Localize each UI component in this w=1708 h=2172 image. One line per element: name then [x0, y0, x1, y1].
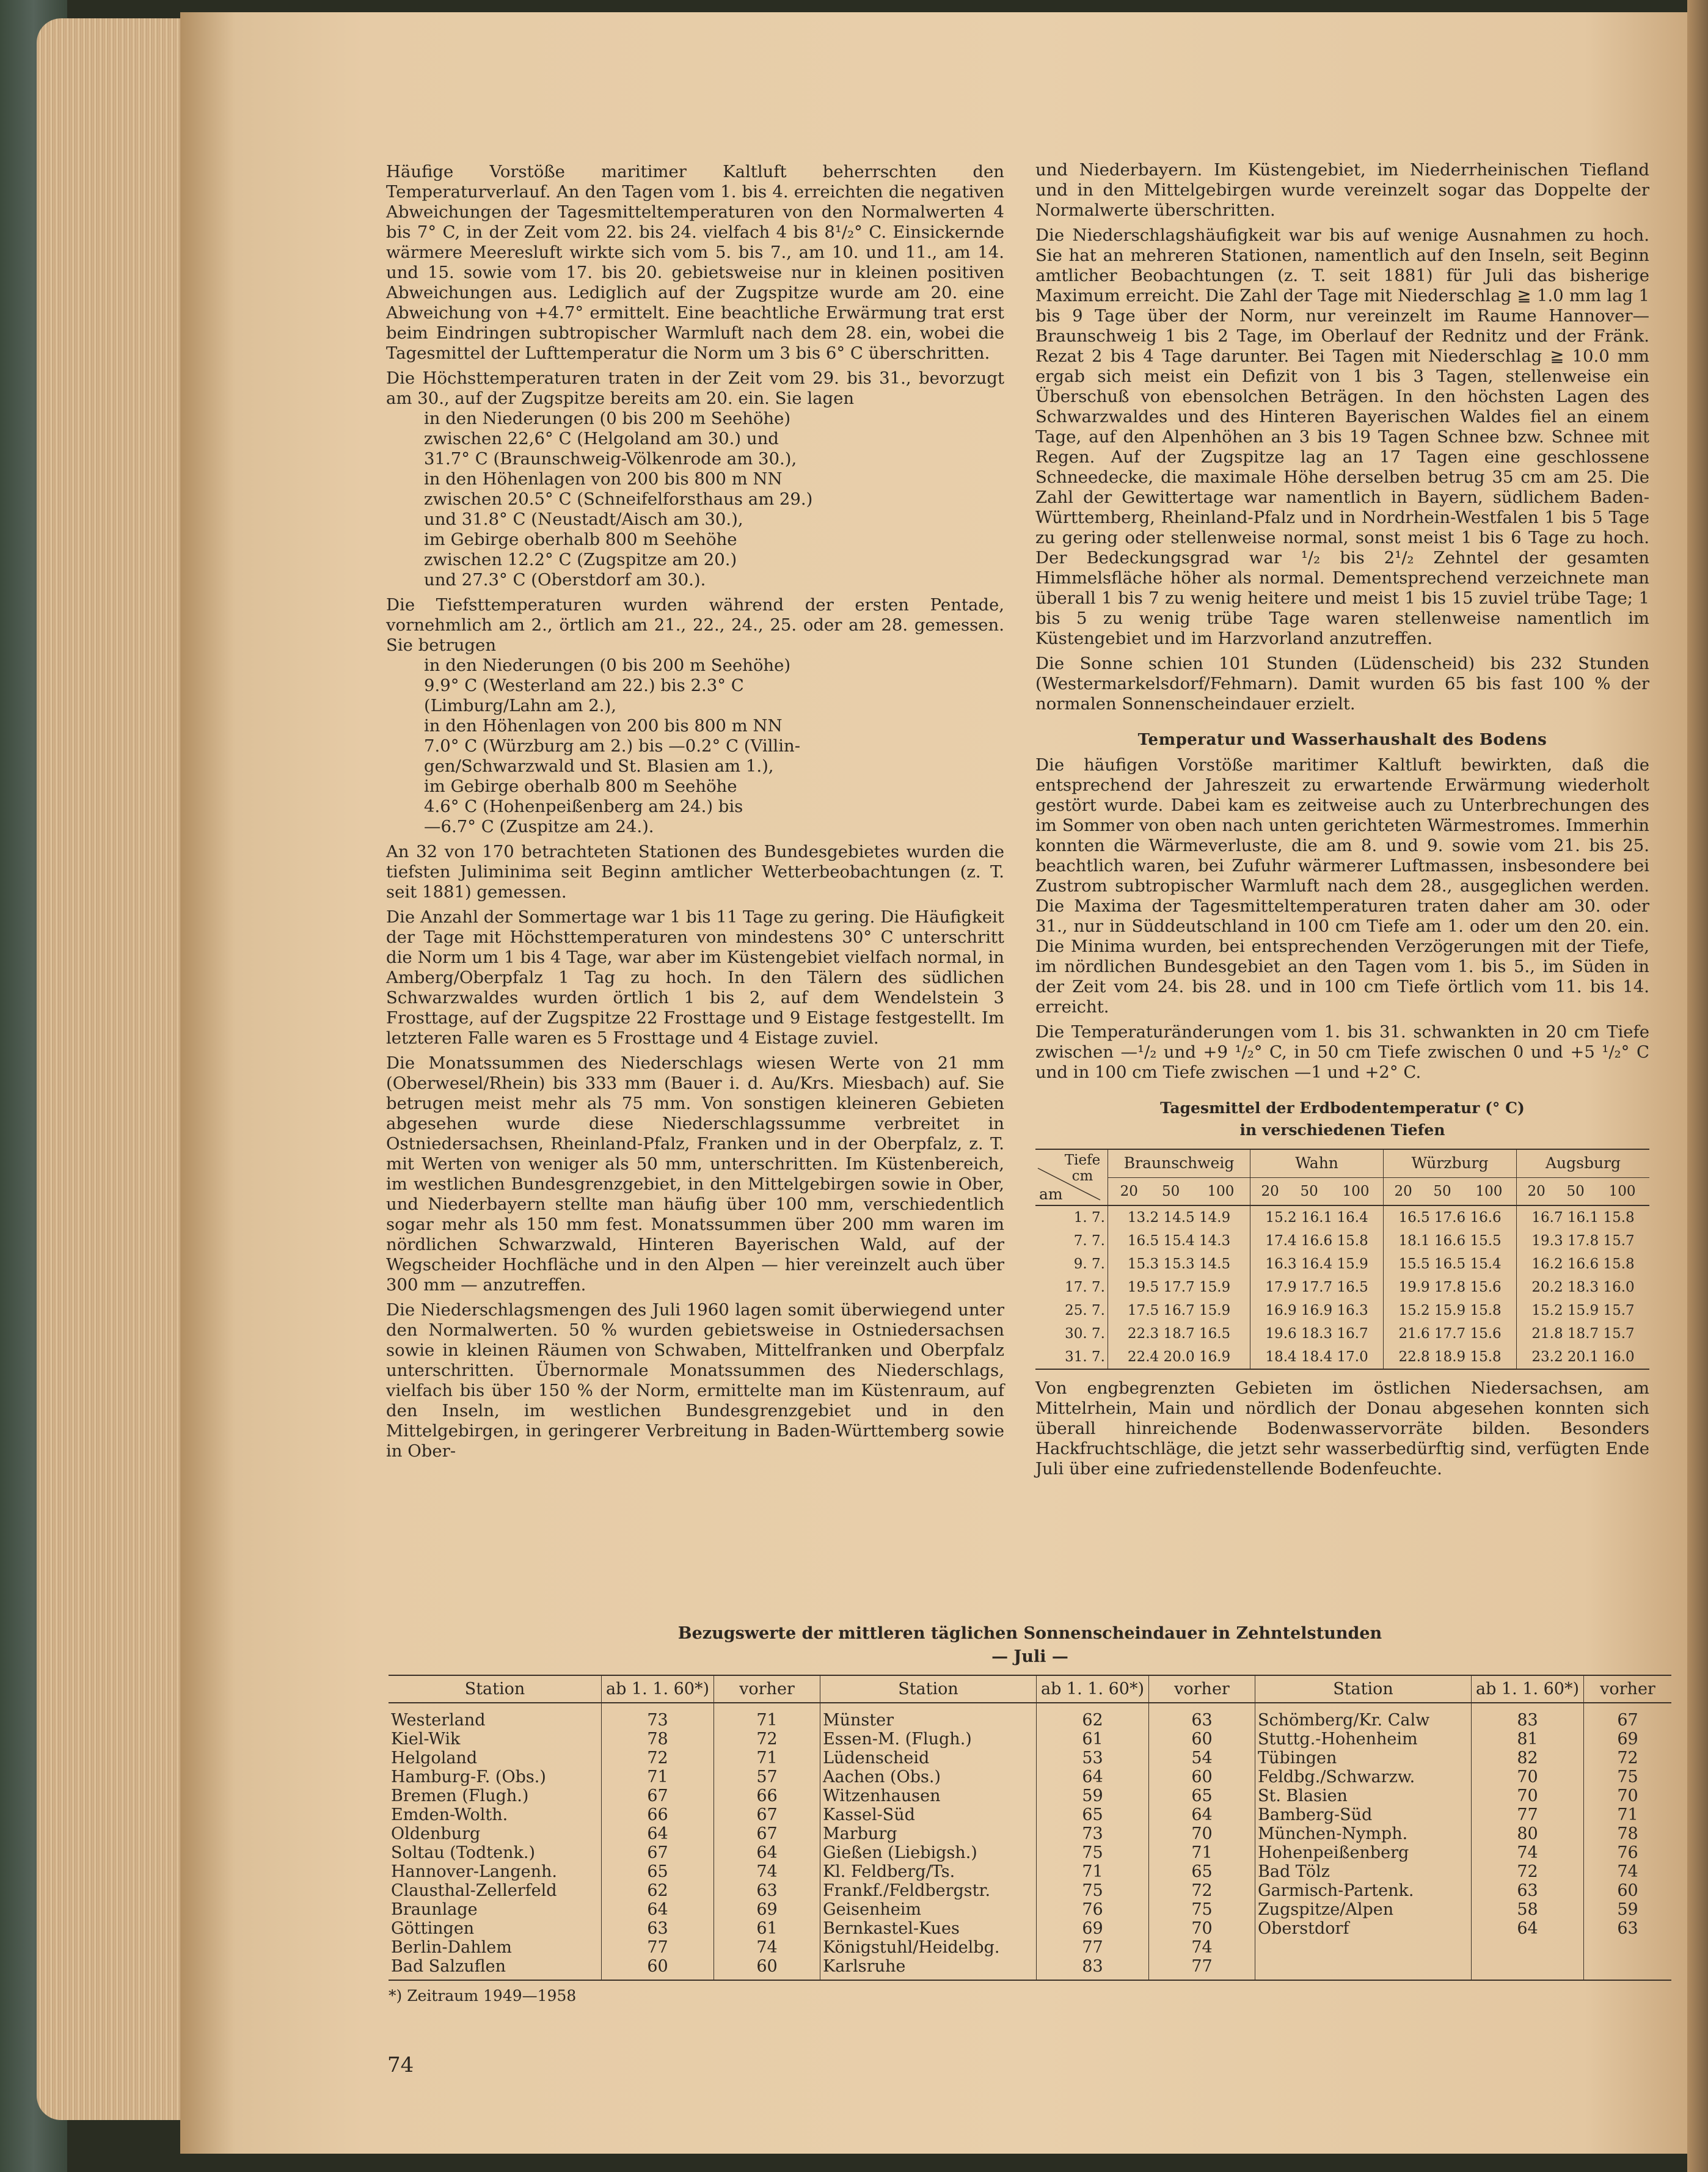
list-line: in den Niederungen (0 bis 200 m Seehöhe) [424, 656, 791, 675]
value-before-cell: 74 [714, 1938, 820, 1957]
temperature-cell: 18.1 16.6 15.5 [1384, 1229, 1517, 1252]
paragraph: Die Anzahl der Sommertage war 1 bis 11 Tage zu gering. Die Häufigkeit der Tage mit Höchsttemperaturen von mindestens 30° C unterschritt die Norm um 1 bis 4 Tage, war aber im Küstengebiet vielfach normal, in Amberg/Oberpfalz 1 Tag zu hoch. In den Tälern des südlichen Schwarzwaldes wurden örtlich 1 bis 2, auf dem Wendelstein 3 Frosttage, auf der Zugspitze 22 Frosttage und 9 Eistage festgestellt. Im letzteren Falle waren es 5 Frosttage und 4 Eistage zuviel. [386, 907, 1004, 1048]
paragraph: Häufige Vorstöße maritimer Kaltluft beherrschten den Temperaturverlauf. An den Tagen vom 1. bis 4. erreichten die negativen Abweichungen der Tagesmitteltemperaturen von den Normalwerten 4 bis 7° C, in der Zeit vom 22. bis 24. vielfach 4 bis 8¹/₂° C. Einsickernde wärmere Meeresluft wirkte sich vom 5. bis 7., am 10. und 11., am 14. und 15. sowie vom 17. bis 20. gebietsweise nur in kleinen positiven Abweichungen aus. Lediglich auf der Zugspitze wurde am 20. eine Abweichung von +4.7° ermittelt. Eine beachtliche Erwärmung trat erst beim Eindringen subtropischer Warmluft nach dem 28. ein, wobei die Tagesmittel der Lufttemperatur die Norm um 3 bis 6° C überschritten. [386, 162, 1004, 363]
temperature-cell: 13.2 14.5 14.9 [1108, 1205, 1250, 1229]
temperature-cell: 16.9 16.9 16.3 [1250, 1299, 1384, 1322]
station-cell: Geisenheim [820, 1900, 1037, 1919]
value-since-cell: 60 [602, 1957, 714, 1980]
value-since-cell: 73 [1037, 1824, 1149, 1843]
paragraph: und Niederbayern. Im Küstengebiet, im Niederrheinischen Tiefland und in den Mittelgebirgen wurde vereinzelt sogar das Doppelte der Normalwerte überschritten. [1035, 160, 1649, 220]
temperature-cell: 16.5 17.6 16.6 [1384, 1205, 1517, 1229]
station-cell: Oldenburg [391, 1824, 481, 1843]
station-header: Braunschweig [1108, 1149, 1250, 1177]
station-cell: Kiel-Wik [391, 1730, 461, 1749]
station-cell: Kl. Feldberg/Ts. [820, 1862, 1037, 1881]
value-since-cell: 77 [602, 1938, 714, 1957]
table-row [389, 1824, 1671, 1843]
value-since-cell: 77 [1037, 1938, 1149, 1957]
col-header-station: Station [820, 1675, 1037, 1703]
value-before-cell [1584, 1938, 1672, 1957]
paragraph: Die häufigen Vorstöße maritimer Kaltluft bewirkten, daß die entsprechend der Jahreszeit zu erwartende Erwärmung wiederholt gestört wurde. Dabei kam es zeitweise auch zu Unterbrechungen des im Sommer von oben nach unten gerichteten Wärmestromes. Immerhin konnten die Wärmeverluste, die am 8. und 9. sowie vom 21. bis 25. beachtlich waren, bei Zufuhr wärmerer Luftmassen, insbesondere bei Zustrom subtropischer Warmluft nach dem 28., ausgeglichen werden. Die Maxima der Tagesmitteltemperaturen traten daher am 30. oder 31., nur in Süddeutschland in 100 cm Tiefe am 1. oder um den 20. ein. Die Minima wurden, bei entsprechenden Verzögerungen mit der Tiefe, im nördlichen Bundesgebiet an den Tagen vom 1. bis 5., im Süden in der Zeit vom 24. bis 28. und in 100 cm Tiefe örtlich vom 11. bis 14. erreicht. [1035, 755, 1649, 1017]
list-line: zwischen 20.5° C (Schneifelforsthaus am 29.) [424, 489, 813, 509]
left-column [386, 162, 1004, 1466]
temperature-cell: 18.4 18.4 17.0 [1250, 1345, 1384, 1369]
value-since-cell: 61 [1037, 1730, 1149, 1749]
value-since-cell: 67 [602, 1843, 714, 1862]
table-row [1035, 1299, 1649, 1322]
temperature-cell: 20.2 18.3 16.0 [1517, 1276, 1649, 1299]
value-since-cell: 58 [1472, 1900, 1584, 1919]
temperature-cell: 17.4 16.6 15.8 [1250, 1229, 1384, 1252]
depth-header: 100 [1595, 1177, 1649, 1205]
min-temp-list [386, 656, 1004, 837]
station-cell: Zugspitze/Alpen [1255, 1900, 1472, 1919]
station-cell: St. Blasien [1255, 1786, 1472, 1805]
value-before-cell [1584, 1957, 1672, 1980]
table-row [389, 1919, 1671, 1938]
paragraph: Die Temperaturänderungen vom 1. bis 31. schwankten in 20 cm Tiefe zwischen —¹/₂ und +9 ¹/₂° C, in 50 cm Tiefe zwischen 0 und +5 ¹/₂° C und in 100 cm Tiefe zwischen —1 und +2° C. [1035, 1022, 1649, 1082]
temperature-cell: 16.2 16.6 15.8 [1517, 1252, 1649, 1276]
depth-header: 50 [1290, 1177, 1329, 1205]
table-row [1035, 1229, 1649, 1252]
station-cell: Münster [820, 1703, 1037, 1730]
table-row [389, 1862, 1671, 1881]
depth-header: 20 [1108, 1177, 1150, 1205]
list-line: —6.7° C (Zuspitze am 24.). [424, 817, 654, 836]
station-cell: Schömberg/Kr. Calw [1255, 1703, 1472, 1730]
station-cell: Oberstdorf [1255, 1919, 1472, 1938]
paragraph: Von engbegrenzten Gebieten im östlichen Niedersachsen, am Mittelrhein, Main und nördlich der Donau abgesehen konnten sich überall hinreichende Bodenwasservorräte bilden. Besonders Hackfruchtschläge, die jetzt sehr wasserbedürftig sind, verfügten Ende Juli über eine zufriedenstellende Bodenfeuchte. [1035, 1378, 1649, 1479]
date-cell: 9. 7. [1073, 1256, 1105, 1272]
station-cell: Kassel-Süd [820, 1805, 1037, 1824]
station-cell: München-Nymph. [1255, 1824, 1472, 1843]
list-line: im Gebirge oberhalb 800 m Seehöhe [424, 777, 737, 796]
station-header: Würzburg [1384, 1149, 1517, 1177]
page-edges [37, 18, 183, 2120]
sunshine-table-subtitle: — Juli — [991, 1647, 1068, 1666]
list-line: zwischen 22,6° C (Helgoland am 30.) und [424, 429, 779, 448]
value-since-cell: 64 [602, 1824, 714, 1843]
temperature-cell: 17.5 16.7 15.9 [1108, 1299, 1250, 1322]
sunshine-table [389, 1675, 1671, 1981]
temperature-cell: 22.3 18.7 16.5 [1108, 1322, 1250, 1345]
list-line: 9.9° C (Westerland am 22.) bis 2.3° C [424, 676, 744, 695]
value-since-cell: 74 [1472, 1843, 1584, 1862]
list-line: in den Höhenlagen von 200 bis 800 m NN [424, 716, 783, 736]
value-before-cell: 74 [714, 1862, 820, 1881]
value-before-cell: 65 [1149, 1786, 1255, 1805]
corner-top-label: Tiefe cm [1064, 1152, 1101, 1184]
station-cell: Gießen (Liebigsh.) [820, 1843, 1037, 1862]
value-before-cell: 69 [714, 1900, 820, 1919]
list-line: 7.0° C (Würzburg am 2.) bis —0.2° C (Villin- [424, 736, 801, 756]
temperature-cell: 21.6 17.7 15.6 [1384, 1322, 1517, 1345]
value-before-cell: 75 [1149, 1900, 1255, 1919]
value-since-cell: 72 [1472, 1862, 1584, 1881]
value-since-cell: 53 [1037, 1749, 1149, 1768]
value-before-cell: 54 [1149, 1749, 1255, 1768]
temperature-cell: 15.2 15.9 15.8 [1384, 1299, 1517, 1322]
station-cell: Tübingen [1255, 1749, 1472, 1768]
value-since-cell: 67 [602, 1786, 714, 1805]
value-since-cell: 65 [602, 1862, 714, 1881]
temperature-cell: 16.3 16.4 15.9 [1250, 1252, 1384, 1276]
col-header-since: ab 1. 1. 60*) [1472, 1675, 1584, 1703]
station-cell: Garmisch-Partenk. [1255, 1881, 1472, 1900]
list-line: gen/Schwarzwald und St. Blasien am 1.), [424, 756, 774, 776]
station-cell: Clausthal-Zellerfeld [391, 1881, 557, 1900]
temperature-cell: 15.5 16.5 15.4 [1384, 1252, 1517, 1276]
value-since-cell: 77 [1472, 1805, 1584, 1824]
col-header-before: vorher [714, 1675, 820, 1703]
value-before-cell: 63 [714, 1881, 820, 1900]
table-row [1035, 1252, 1649, 1276]
value-before-cell: 60 [1149, 1730, 1255, 1749]
station-cell: Stuttg.-Hohenheim [1255, 1730, 1472, 1749]
col-header-before: vorher [1584, 1675, 1672, 1703]
depth-header: 20 [1384, 1177, 1423, 1205]
value-since-cell: 73 [602, 1703, 714, 1730]
value-before-cell: 59 [1584, 1900, 1672, 1919]
value-since-cell: 81 [1472, 1730, 1584, 1749]
station-cell: Hohenpeißenberg [1255, 1843, 1472, 1862]
value-since-cell: 76 [1037, 1900, 1149, 1919]
value-since-cell: 66 [602, 1805, 714, 1824]
value-before-cell: 70 [1584, 1786, 1672, 1805]
station-cell: Göttingen [391, 1919, 475, 1938]
temperature-cell: 15.3 15.3 14.5 [1108, 1252, 1250, 1276]
paragraph: Die Niederschlagshäufigkeit war bis auf wenige Ausnahmen zu hoch. Sie hat an mehreren Stationen, namentlich auf den Inseln, seit Beginn amtlicher Beobachtungen (z. T. seit 1881) für Juli das bisherige Maximum erreicht. Die Zahl der Tage mit Niederschlag ≧ 1.0 mm lag 1 bis 9 Tage über der Norm, nur vereinzelt im Raume Hannover—Braunschweig 1 bis 2 Tage, im Oberlauf der Rednitz und der Fränk. Rezat 2 bis 4 Tage darunter. Bei Tagen mit Niederschlag ≧ 10.0 mm ergab sich meist ein Defizit von 1 bis 3 Tagen, stellenweise ein Überschuß von ebensolchen Beträgen. In den höchsten Lagen des Schwarzwaldes und des Hinteren Bayerischen Waldes fiel an einem Tage, auf den Alpenhöhen an 3 bis 19 Tagen Schnee bzw. Schnee mit Regen. Auf der Zugspitze lag an 17 Tagen eine geschlossene Schneedecke, die maximale Höhe derselben betrug 35 cm am 25. Die Zahl der Gewittertage war namentlich in Bayern, südlichem Baden-Württemberg, Rheinland-Pfalz und in Nordrhein-Westfalen 1 bis 5 Tage zu gering oder stellenweise normal, sonst meist 1 bis 6 Tage zu hoch. Der Bedeckungsgrad war ¹/₂ bis 2¹/₂ Zehntel der gesamten Himmelsfläche höher als normal. Dementsprechend verzeichnete man überall 1 bis 7 zu wenig heitere und meist 1 bis 15 zuviel trübe Tage; 1 bis 5 zu wenig trübe Tage waren stellenweise namentlich im Küstengebiet und im Harzvorland anzutreffen. [1035, 225, 1649, 648]
table-row [389, 1730, 1671, 1749]
station-cell: Berlin-Dahlem [391, 1938, 512, 1957]
depth-header: 100 [1192, 1177, 1250, 1205]
list-line: im Gebirge oberhalb 800 m Seehöhe [424, 530, 737, 549]
value-before-cell: 72 [714, 1730, 820, 1749]
station-cell: Frankf./Feldbergstr. [820, 1881, 1037, 1900]
value-before-cell: 71 [1149, 1843, 1255, 1862]
date-cell: 7. 7. [1073, 1233, 1105, 1249]
value-before-cell: 69 [1584, 1730, 1672, 1749]
value-since-cell: 75 [1037, 1843, 1149, 1862]
table-row [1035, 1322, 1649, 1345]
station-cell: Hamburg-F. (Obs.) [391, 1768, 546, 1786]
paragraph: Die Sonne schien 101 Stunden (Lüdenscheid) bis 232 Stunden (Westermarkelsdorf/Fehmarn). Damit wurden 65 bis fast 100 % der normalen Sonnenscheindauer erzielt. [1035, 654, 1649, 714]
right-column [1035, 160, 1649, 1484]
table-row [389, 1957, 1671, 1980]
depth-header: 100 [1329, 1177, 1384, 1205]
soil-table-caption [1035, 1097, 1649, 1141]
col-header-since: ab 1. 1. 60*) [602, 1675, 714, 1703]
temperature-cell: 19.3 17.8 15.7 [1517, 1229, 1649, 1252]
value-before-cell: 67 [1584, 1703, 1672, 1730]
temperature-cell: 19.6 18.3 16.7 [1250, 1322, 1384, 1345]
value-since-cell: 63 [602, 1919, 714, 1938]
station-cell [1255, 1957, 1472, 1980]
value-since-cell: 80 [1472, 1824, 1584, 1843]
date-cell: 25. 7. [1065, 1303, 1105, 1318]
value-before-cell: 64 [1149, 1805, 1255, 1824]
value-since-cell [1472, 1957, 1584, 1980]
value-before-cell: 70 [1149, 1824, 1255, 1843]
value-before-cell: 78 [1584, 1824, 1672, 1843]
station-cell: Bamberg-Süd [1255, 1805, 1472, 1824]
value-before-cell: 70 [1149, 1919, 1255, 1938]
date-cell: 30. 7. [1065, 1326, 1105, 1342]
date-cell: 1. 7. [1073, 1210, 1105, 1226]
value-since-cell: 70 [1472, 1786, 1584, 1805]
table-row [1035, 1205, 1649, 1229]
value-before-cell: 77 [1149, 1957, 1255, 1980]
station-cell: Braunlage [391, 1900, 478, 1919]
paragraph: Die Niederschlagsmengen des Juli 1960 lagen somit überwiegend unter den Normalwerten. 50 % wurden gebietsweise in Ostniedersachsen sowie in kleinen Räumen von Schwaben, Mittelfranken und Oberpfalz unterschritten. Übernormale Monatssummen des Niederschlags, vielfach bis über 150 % der Norm, ermittelte man im Küstenraum, auf den Inseln, im westlichen Bundesgrenzgebiet und in den Mittelgebirgen, in geringerer Verbreitung in Baden-Württemberg sowie in Ober- [386, 1300, 1004, 1461]
value-before-cell: 60 [1149, 1768, 1255, 1786]
value-before-cell: 61 [714, 1919, 820, 1938]
value-before-cell: 72 [1584, 1749, 1672, 1768]
depth-header: 50 [1423, 1177, 1462, 1205]
list-line: zwischen 12.2° C (Zugspitze am 20.) [424, 550, 737, 569]
section-heading: Temperatur und Wasserhaushalt des Bodens [1137, 731, 1547, 749]
temperature-cell: 15.2 16.1 16.4 [1250, 1205, 1384, 1229]
corner-bottom-label: am [1039, 1185, 1063, 1203]
station-cell: Karlsruhe [820, 1957, 1037, 1980]
value-since-cell: 82 [1472, 1749, 1584, 1768]
station-cell: Westerland [391, 1711, 486, 1730]
depth-header: 20 [1250, 1177, 1290, 1205]
station-cell: Bremen (Flugh.) [391, 1786, 529, 1805]
value-since-cell: 83 [1037, 1957, 1149, 1980]
max-temp-list [386, 409, 1004, 590]
depth-header: 50 [1150, 1177, 1192, 1205]
value-before-cell: 76 [1584, 1843, 1672, 1862]
footnote: *) Zeitraum 1949—1958 [389, 1987, 577, 2005]
list-line: (Limburg/Lahn am 2.), [424, 696, 616, 715]
soil-table-title: Tagesmittel der Erdbodentemperatur (° C) [1160, 1099, 1525, 1117]
value-before-cell: 67 [714, 1824, 820, 1843]
station-cell: Emden-Wolth. [391, 1805, 508, 1824]
paragraph: An 32 von 170 betrachteten Stationen des Bundesgebietes wurden die tiefsten Juliminima seit Beginn amtlicher Wetterbeobachtungen (z. T. seit 1881) gemessen. [386, 842, 1004, 902]
table-row [389, 1843, 1671, 1862]
col-header-before: vorher [1149, 1675, 1255, 1703]
value-since-cell: 59 [1037, 1786, 1149, 1805]
station-cell: Lüdenscheid [820, 1749, 1037, 1768]
value-before-cell: 71 [714, 1749, 820, 1768]
list-line: in den Höhenlagen von 200 bis 800 m NN [424, 469, 783, 489]
col-header-since: ab 1. 1. 60*) [1037, 1675, 1149, 1703]
value-before-cell: 63 [1584, 1919, 1672, 1938]
table-row [389, 1768, 1671, 1786]
value-since-cell: 69 [1037, 1919, 1149, 1938]
value-before-cell: 63 [1149, 1703, 1255, 1730]
temperature-cell: 19.9 17.8 15.6 [1384, 1276, 1517, 1299]
value-before-cell: 66 [714, 1786, 820, 1805]
table-row [389, 1805, 1671, 1824]
value-since-cell: 64 [602, 1900, 714, 1919]
table-row [1035, 1276, 1649, 1299]
temperature-cell: 15.2 15.9 15.7 [1517, 1299, 1649, 1322]
table-row [389, 1786, 1671, 1805]
value-before-cell: 72 [1149, 1881, 1255, 1900]
value-since-cell: 78 [602, 1730, 714, 1749]
station-cell: Feldbg./Schwarzw. [1255, 1768, 1472, 1786]
date-cell: 17. 7. [1065, 1279, 1105, 1295]
value-before-cell: 64 [714, 1843, 820, 1862]
paragraph: Die Höchsttemperaturen traten in der Zeit vom 29. bis 31., bevorzugt am 30., auf der Zugspitze bereits am 20. ein. Sie lagen [386, 368, 1004, 408]
depth-header: 20 [1517, 1177, 1557, 1205]
value-before-cell: 74 [1584, 1862, 1672, 1881]
value-before-cell: 67 [714, 1805, 820, 1824]
table-row [389, 1900, 1671, 1919]
station-cell: Hannover-Langenh. [391, 1862, 557, 1881]
temperature-cell: 16.5 15.4 14.3 [1108, 1229, 1250, 1252]
value-before-cell: 60 [1584, 1881, 1672, 1900]
value-before-cell: 71 [714, 1703, 820, 1730]
list-line: und 31.8° C (Neustadt/Aisch am 30.), [424, 510, 743, 529]
station-cell: Marburg [820, 1824, 1037, 1843]
value-since-cell: 63 [1472, 1881, 1584, 1900]
value-before-cell: 65 [1149, 1862, 1255, 1881]
value-since-cell: 62 [1037, 1703, 1149, 1730]
value-before-cell: 71 [1584, 1805, 1672, 1824]
station-cell [1255, 1938, 1472, 1957]
table-row [389, 1703, 1671, 1730]
value-since-cell: 72 [602, 1749, 714, 1768]
value-before-cell: 60 [714, 1957, 820, 1980]
paragraph: Die Tiefsttemperaturen wurden während der ersten Pentade, vornehmlich am 2., örtlich am 21., 22., 24., 25. oder am 28. gemessen. Sie betrugen [386, 595, 1004, 655]
sunshine-section [389, 1622, 1671, 2005]
station-cell: Witzenhausen [820, 1786, 1037, 1805]
station-header: Wahn [1250, 1149, 1384, 1177]
value-since-cell: 64 [1037, 1768, 1149, 1786]
station-header: Augsburg [1517, 1149, 1649, 1177]
station-cell: Bad Tölz [1255, 1862, 1472, 1881]
temperature-cell: 16.7 16.1 15.8 [1517, 1205, 1649, 1229]
soil-table-subtitle: in verschiedenen Tiefen [1239, 1121, 1445, 1139]
temperature-cell: 22.4 20.0 16.9 [1108, 1345, 1250, 1369]
station-cell: Bernkastel-Kues [820, 1919, 1037, 1938]
col-header-station: Station [1255, 1675, 1472, 1703]
table-row [389, 1749, 1671, 1768]
value-before-cell: 57 [714, 1768, 820, 1786]
table-row [389, 1938, 1671, 1957]
paragraph: Die Monatssummen des Niederschlags wiesen Werte von 21 mm (Oberwesel/Rhein) bis 333 mm (Bauer i. d. Au/Krs. Miesbach) auf. Sie betrugen meist mehr als 75 mm. Von sonstigen kleineren Gebieten abgesehen wurde diese Niederschlagssumme verbreitet in Ostniedersachsen, Rheinland-Pfalz, Franken und in der Oberpfalz, z. T. mit Werten von weniger als 50 mm, unterschritten. Im Küstenbereich, im westlichen Bundesgrenzgebiet, in den Mittelgebirgen sowie in Ober, und Niederbayern stellte man häufig über 100 mm, verschiedentlich sogar mehr als 150 mm fest. Monatssummen über 200 mm waren im nördlichen Schwarzwald, Hinteren Bayerischen Wald, auf der Wegscheider Hochfläche und in den Alpen — hier vereinzelt auch über 300 mm — anzutreffen. [386, 1053, 1004, 1295]
page-number: 74 [387, 2053, 414, 2077]
sunshine-table-title: Bezugswerte der mittleren täglichen Sonnenscheindauer in Zehntelstunden [677, 1624, 1382, 1643]
list-line: 31.7° C (Braunschweig-Völkenrode am 30.), [424, 449, 797, 469]
station-cell: Essen-M. (Flugh.) [820, 1730, 1037, 1749]
soil-temperature-table [1035, 1149, 1649, 1370]
temperature-cell: 17.9 17.7 16.5 [1250, 1276, 1384, 1299]
station-cell: Helgoland [391, 1749, 478, 1768]
temperature-cell: 23.2 20.1 16.0 [1517, 1345, 1649, 1369]
value-before-cell: 75 [1584, 1768, 1672, 1786]
value-since-cell: 64 [1472, 1919, 1584, 1938]
table-row [389, 1881, 1671, 1900]
depth-header: 100 [1462, 1177, 1517, 1205]
list-line: in den Niederungen (0 bis 200 m Seehöhe) [424, 409, 791, 428]
station-cell: Aachen (Obs.) [820, 1768, 1037, 1786]
list-line: 4.6° C (Hohenpeißenberg am 24.) bis [424, 797, 743, 816]
value-since-cell: 71 [1037, 1862, 1149, 1881]
value-since-cell: 62 [602, 1881, 714, 1900]
value-since-cell: 75 [1037, 1881, 1149, 1900]
temperature-cell: 21.8 18.7 15.7 [1517, 1322, 1649, 1345]
date-cell: 31. 7. [1035, 1345, 1108, 1369]
station-cell: Soltau (Todtenk.) [391, 1843, 535, 1862]
value-since-cell: 70 [1472, 1768, 1584, 1786]
page-right-edge [1687, 0, 1708, 2172]
col-header-station: Station [389, 1675, 602, 1703]
list-line: und 27.3° C (Oberstdorf am 30.). [424, 570, 706, 590]
value-since-cell: 65 [1037, 1805, 1149, 1824]
corner-header [1035, 1149, 1108, 1205]
value-before-cell: 74 [1149, 1938, 1255, 1957]
temperature-cell: 19.5 17.7 15.9 [1108, 1276, 1250, 1299]
value-since-cell: 83 [1472, 1703, 1584, 1730]
value-since-cell: 71 [602, 1768, 714, 1786]
station-cell: Königstuhl/Heidelbg. [820, 1938, 1037, 1957]
temperature-cell: 22.8 18.9 15.8 [1384, 1345, 1517, 1369]
table-row [1035, 1345, 1649, 1369]
station-cell: Bad Salzuflen [389, 1957, 602, 1980]
value-since-cell [1472, 1938, 1584, 1957]
depth-header: 50 [1556, 1177, 1595, 1205]
